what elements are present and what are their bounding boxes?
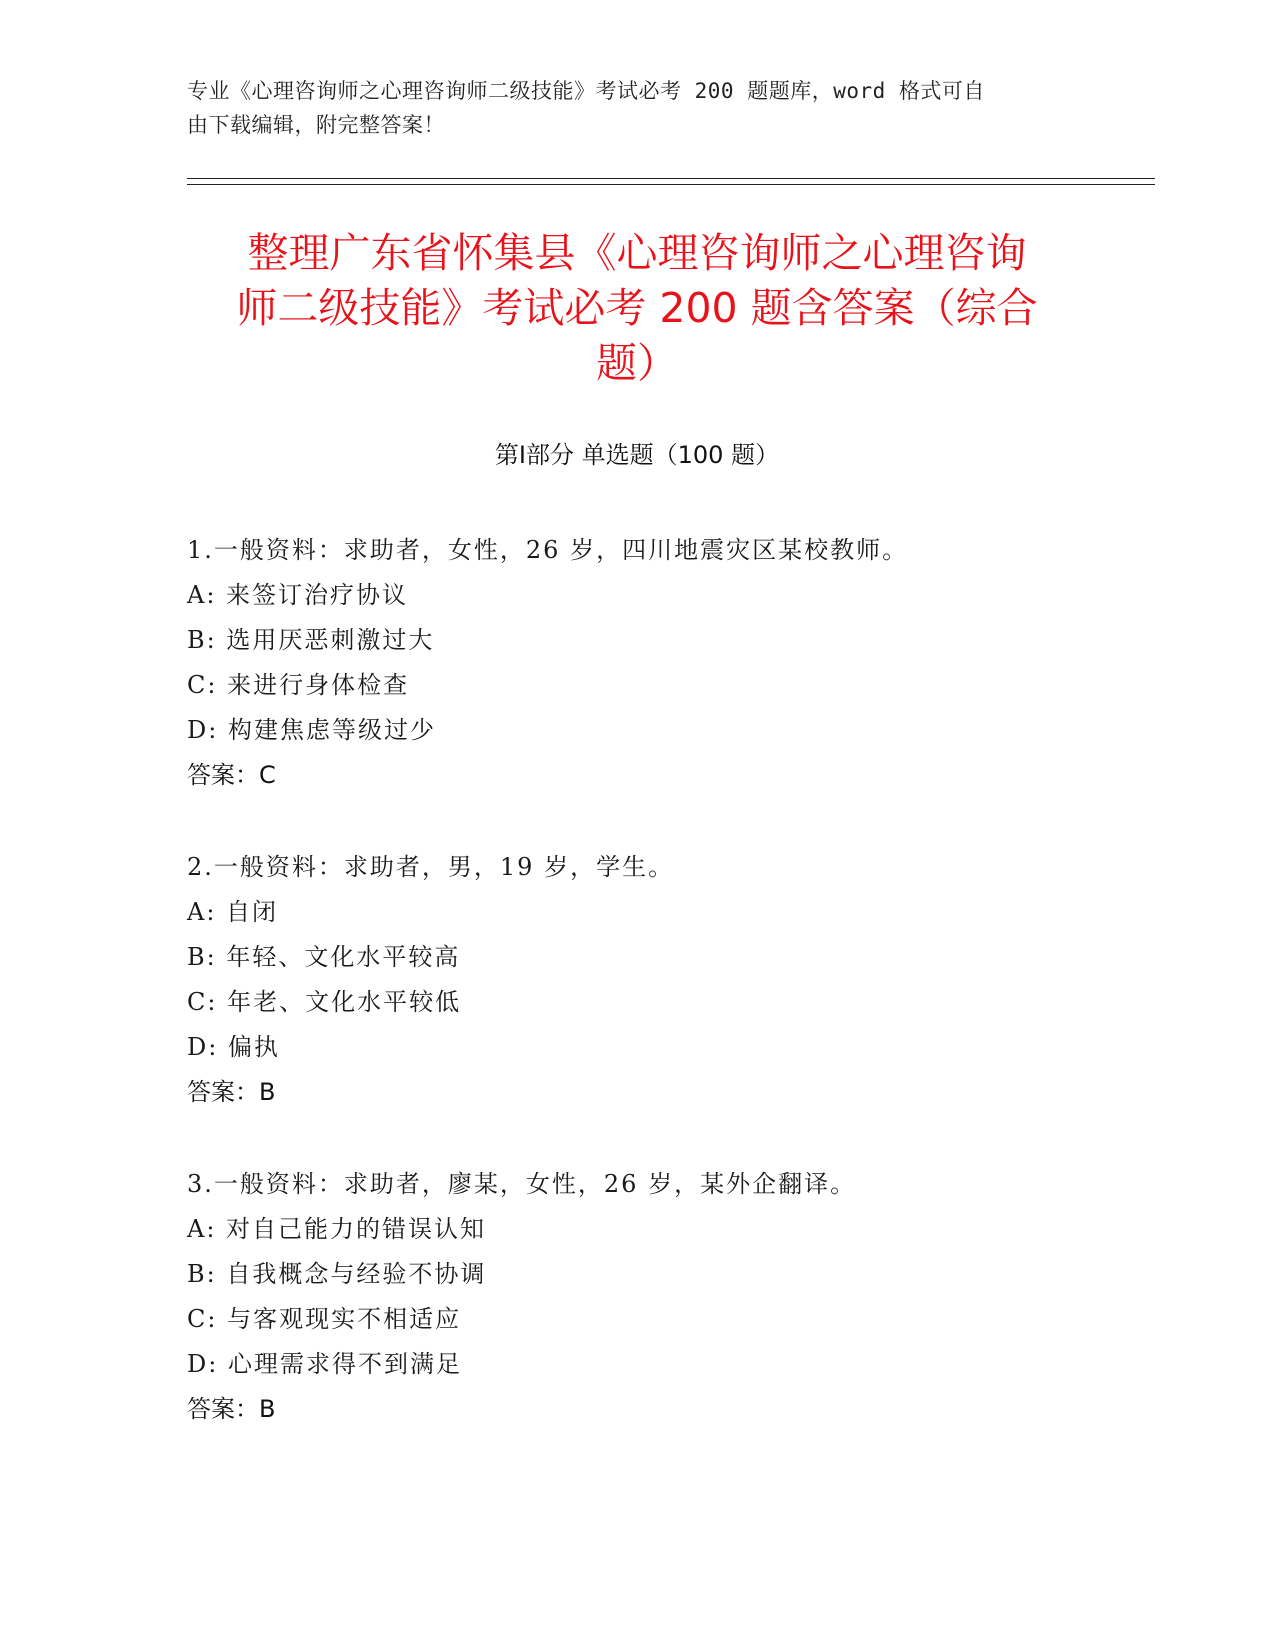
question-1 [187,528,1147,798]
option-d: D: 心理需求得不到满足 [187,1350,462,1378]
option-a: A: 来签订治疗协议 [187,581,409,609]
question-stem: 3.一般资料：求助者，廖某，女性，26 岁，某外企翻译。 [187,1170,857,1198]
answer: 答案：C [187,761,276,789]
question-2 [187,845,1147,1115]
question-list [187,528,1147,1479]
question-3 [187,1162,1147,1432]
document-title-line-3: 题） [596,339,678,387]
answer: 答案：B [187,1078,276,1106]
header-note-line-2: 由下载编辑，附完整答案！ [187,113,445,137]
question-stem: 1.一般资料：求助者，女性，26 岁，四川地震灾区某校教师。 [187,536,909,564]
option-b: B: 年轻、文化水平较高 [187,943,461,971]
option-a: A: 对自己能力的错误认知 [187,1215,487,1243]
option-c: C: 与客观现实不相适应 [187,1305,462,1333]
header-divider-top [187,178,1155,179]
header-note-line-1: 专业《心理咨询师之心理咨询师二级技能》考试必考 200 题题库，word 格式可自 [187,79,985,103]
question-stem: 2.一般资料：求助者，男，19 岁，学生。 [187,853,675,881]
option-b: B: 选用厌恶刺激过大 [187,626,435,654]
section-title: 第Ⅰ部分 单选题（100 题） [494,441,780,469]
header-divider-bottom [187,184,1155,185]
option-c: C: 年老、文化水平较低 [187,988,462,1016]
document-title-line-2: 师二级技能》考试必考 200 题含答案（综合 [236,284,1038,332]
option-b: B: 自我概念与经验不协调 [187,1260,487,1288]
option-d: D: 偏执 [187,1033,280,1061]
option-a: A: 自闭 [187,898,279,926]
option-c: C: 来进行身体检查 [187,671,410,699]
option-d: D: 构建焦虑等级过少 [187,716,436,744]
document-title-line-1: 整理广东省怀集县《心理咨询师之心理咨询 [247,229,1027,277]
document-title [187,226,1087,391]
answer: 答案：B [187,1395,276,1423]
document-header-note [187,74,1087,142]
